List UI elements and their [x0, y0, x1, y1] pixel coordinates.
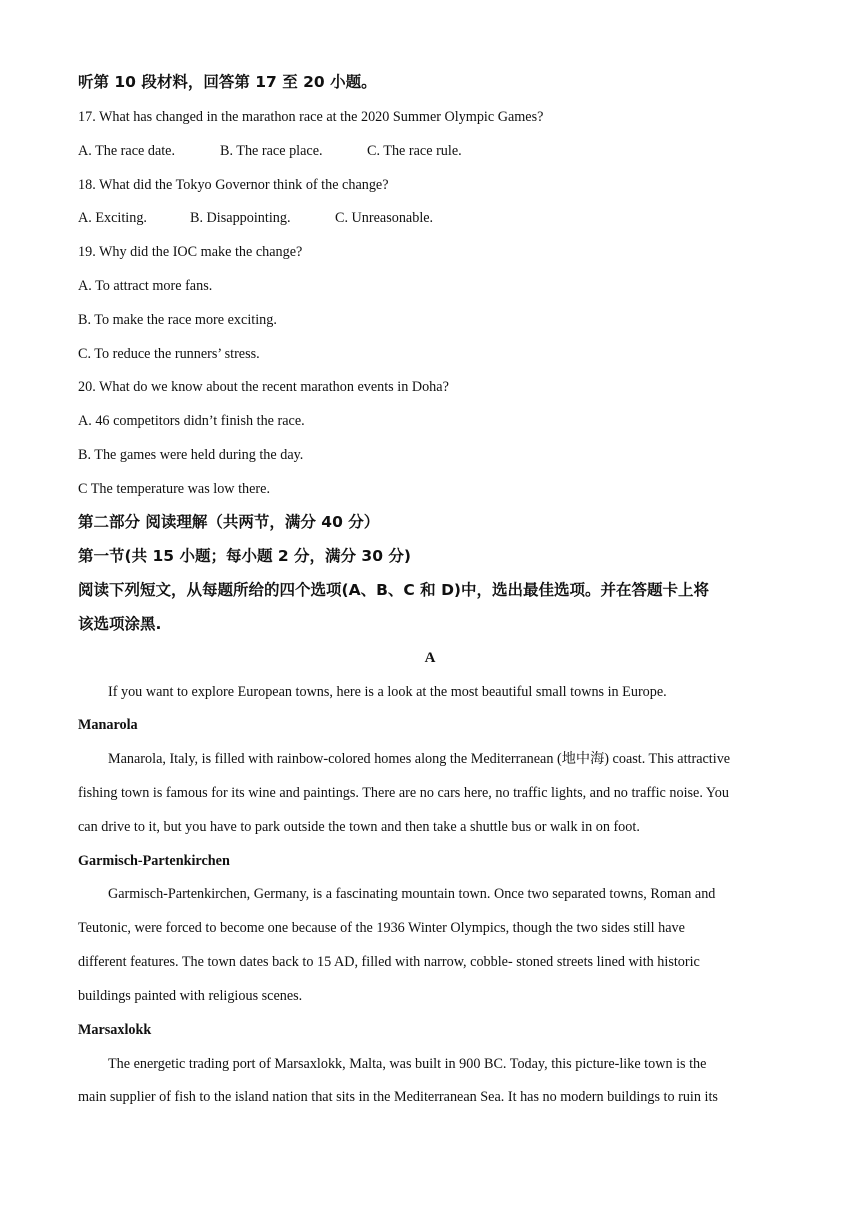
listening-heading: 听第 10 段材料，回答第 17 至 20 小题。 [78, 73, 377, 91]
question-17: 17. What has changed in the marathon race at the 2020 Summer Olympic Games? [78, 109, 544, 125]
option-20-b: B. The games were held during the day. [78, 447, 304, 463]
paragraph-line: The energetic trading port of Marsaxlokk, Malta, was built in 900 BC. Today, this picture-like town is the [108, 1056, 707, 1072]
option-20-a: A. 46 competitors didn’t finish the race. [78, 413, 305, 429]
option-20-c: C The temperature was low there. [78, 481, 270, 497]
town-heading-garmisch: Garmisch-Partenkirchen [78, 853, 230, 869]
instruction-line-2: 该选项涂黑. [78, 615, 162, 633]
option-19-b: B. To make the race more exciting. [78, 312, 277, 328]
paragraph-line: Teutonic, were forced to become one because of the 1936 Winter Olympics, though the two sides still have [78, 920, 685, 936]
paragraph-line: Garmisch-Partenkirchen, Germany, is a fascinating mountain town. Once two separated towns, Roman and [108, 886, 716, 902]
question-18-options [78, 208, 433, 228]
town-heading-manarola: Manarola [78, 717, 138, 733]
question-19: 19. Why did the IOC make the change? [78, 244, 303, 260]
option-17-b: B. The race place. [220, 143, 323, 159]
paragraph-line: buildings painted with religious scenes. [78, 988, 303, 1004]
paragraph-line: Manarola, Italy, is filled with rainbow-colored homes along the Mediterranean (地中海) coast. This attractive [108, 751, 731, 767]
paragraph-line: main supplier of fish to the island nation that sits in the Mediterranean Sea. It has no modern buildings to ruin its [78, 1089, 718, 1105]
option-17-a: A. The race date. [78, 143, 176, 159]
paragraph-line: fishing town is famous for its wine and paintings. There are no cars here, no traffic lights, and no traffic noise. You [78, 785, 729, 801]
part-heading: 第二部分 阅读理解（共两节，满分 40 分） [78, 513, 380, 531]
town-heading-marsaxlokk: Marsaxlokk [78, 1022, 152, 1038]
passage-intro: If you want to explore European towns, here is a look at the most beautiful small towns in Europe. [108, 684, 667, 700]
instruction-line-1: 阅读下列短文，从每题所给的四个选项(A、B、C 和 D)中，选出最佳选项。并在答题卡上将 [78, 581, 710, 599]
option-18-b: B. Disappointing. [190, 210, 291, 226]
passage-label: A [424, 650, 436, 666]
paragraph-line: can drive to it, but you have to park outside the town and then take a shuttle bus or walk in on foot. [78, 819, 640, 835]
option-17-c: C. The race rule. [367, 143, 462, 159]
question-17-options [78, 141, 462, 161]
question-20: 20. What do we know about the recent marathon events in Doha? [78, 379, 449, 395]
option-18-c: C. Unreasonable. [335, 210, 434, 226]
option-19-a: A. To attract more fans. [78, 278, 213, 294]
question-18: 18. What did the Tokyo Governor think of the change? [78, 177, 389, 193]
paragraph-line: different features. The town dates back to 15 AD, filled with narrow, cobble- stoned streets lined with historic [78, 954, 700, 970]
section-heading: 第一节(共 15 小题；每小题 2 分，满分 30 分) [78, 547, 411, 565]
option-18-a: A. Exciting. [78, 210, 147, 226]
option-19-c: C. To reduce the runners’ stress. [78, 346, 260, 362]
